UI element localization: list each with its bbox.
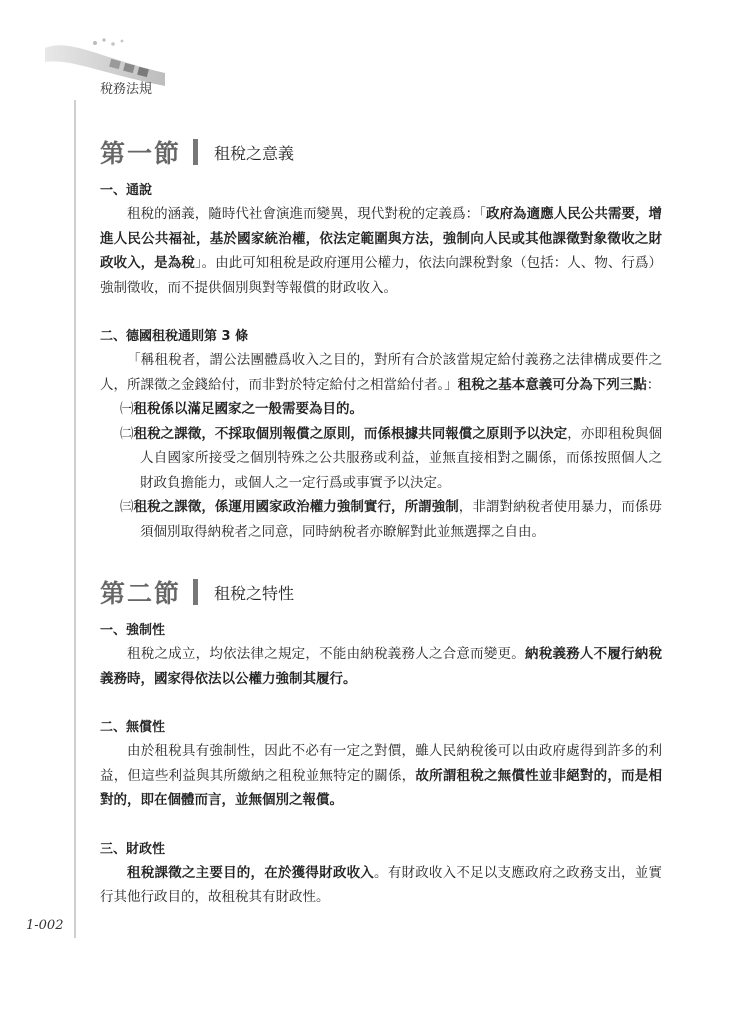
text-run-bold: 政府為適應人民公共需要，增進人民公共福祉，基於國家統治權，依法定範圍與方法，強制向人民或其他課徵對象徵收之財政收入，是為稅 <box>100 206 663 271</box>
list-marker: ㈢ <box>120 499 134 515</box>
running-header: 稅務法規 <box>100 82 153 97</box>
text-run: 租稅之成立，均依法律之規定，不能由納稅義務人之合意而變更。 <box>127 646 525 662</box>
section-number: 第二節 <box>100 579 182 608</box>
section-heading <box>100 572 662 612</box>
text-run: 「稱租稅者，謂公法團體爲收入之目的，對所有合於該當規定給付義務之法律構成要件之人，所課徵之金錢給付，而非對於特定給付之相當給付者。」 <box>100 352 662 393</box>
text-run-bold: 納稅義務人不履行納稅義務時，國家得依法以公權力強制其履行。 <box>100 646 663 687</box>
paragraph <box>100 642 662 691</box>
text-run: ，亦即租稅與個人自國家所接受之個別特殊之公共服務或利益，並無直接相對之關係，而係按照個人之財政負擔能力，或個人之一定行爲或事實予以決定。 <box>140 425 663 491</box>
list-item <box>120 422 662 496</box>
page-content <box>100 132 662 910</box>
list-marker: ㈠ <box>120 401 134 417</box>
text-run: ，非謂對納稅者使用暴力，而係毋須個別取得納稅者之同意，同時納稅者亦瞭解對此並無選擇之自由。 <box>140 499 663 540</box>
text-run: 租稅的涵義，隨時代社會演進而變異，現代對稅的定義爲：「 <box>127 206 486 222</box>
subsection-heading: 二、德國租稅通則第 3 條 <box>100 329 249 344</box>
section-title: 租稅之特性 <box>214 583 295 603</box>
text-run: 。有財政收入不足以支應政府之政務支出，並實行其他行政目的，故租稅其有財政性。 <box>100 864 663 905</box>
margin-rule <box>74 100 76 938</box>
paragraph <box>100 861 662 910</box>
text-run: 由於租稅具有強制性，因此不必有一定之對價，雖人民納稅後可以由政府處得到許多的利益，但這些利益與其所繳納之租稅並無特定的關係， <box>100 743 662 784</box>
text-run: 」。由此可知租稅是政府運用公權力，依法向課稅對象（包括：人、物、行爲）強制徵收，而不提供個別與對等報償的財政收入。 <box>100 255 663 296</box>
subsection-heading: 三、財政性 <box>100 841 166 857</box>
list-item <box>120 495 662 544</box>
text-run-bold: 租稅之課徵，係運用國家政治權力強制實行，所謂強制 <box>133 499 459 515</box>
section-title: 租稅之意義 <box>214 143 295 163</box>
paragraph <box>100 739 662 813</box>
subsection-heading: 一、強制性 <box>100 623 166 638</box>
section-heading <box>100 132 662 172</box>
list-item <box>120 397 662 422</box>
text-run-bold: 故所謂租稅之無償性並非絕對的，而是相對的，即在個體而言，並無個別之報償。 <box>100 767 663 808</box>
text-run-bold: 租稅之基本意義可分為下列三點 <box>457 376 647 393</box>
page-number: 1-002 <box>26 918 64 933</box>
list-marker: ㈡ <box>120 425 134 442</box>
text-run-bold: 租稅係以滿足國家之一般需要為目的。 <box>133 401 363 417</box>
section-divider-bar <box>193 579 198 605</box>
text-run: ： <box>646 376 661 393</box>
subsection-heading: 一、通說 <box>100 183 153 198</box>
paragraph <box>100 202 662 300</box>
section-number: 第一節 <box>100 139 182 168</box>
subsection-heading: 二、無償性 <box>100 720 166 735</box>
section-divider-bar <box>193 139 198 165</box>
paragraph <box>100 348 662 397</box>
text-run-bold: 租稅之課徵，不採取個別報償之原則，而係根據共同報償之原則予以決定 <box>133 425 568 442</box>
text-run-bold: 租稅課徵之主要目的，在於獲得財政收入 <box>127 864 375 881</box>
